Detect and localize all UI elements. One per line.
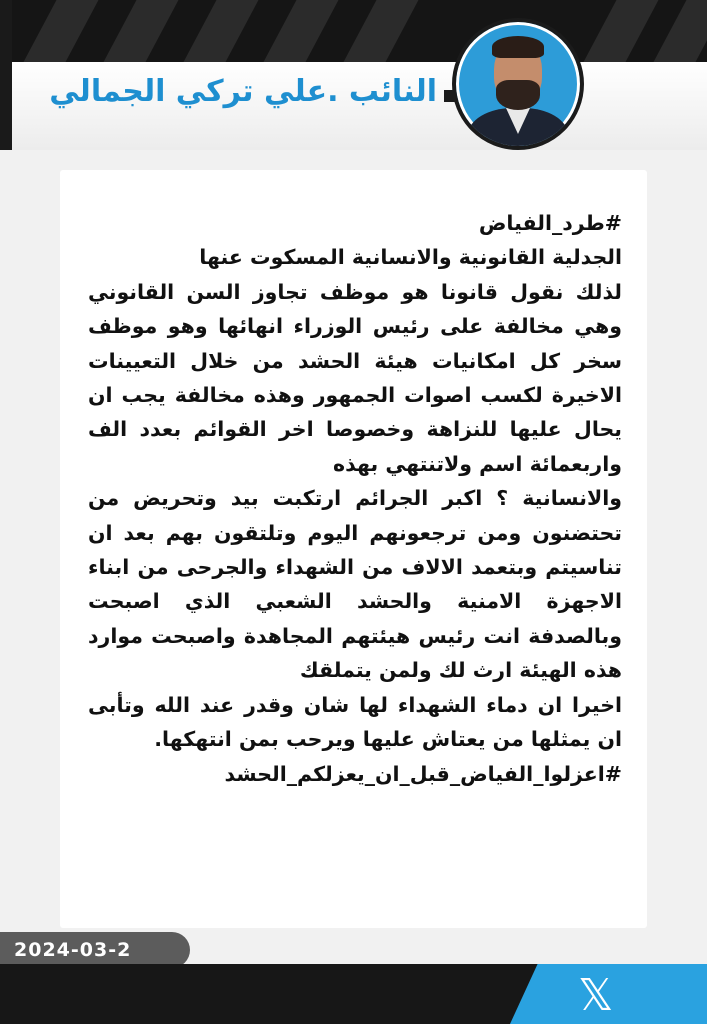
- avatar: [452, 18, 584, 150]
- header-banner: [0, 0, 707, 150]
- decor-stripe: [184, 0, 259, 62]
- post-text: [88, 206, 622, 791]
- name-bullet-icon: [444, 90, 456, 102]
- avatar-beard: [496, 80, 540, 110]
- decor-stripe: [654, 0, 707, 62]
- header-dark-band: [0, 0, 707, 62]
- decor-stripe: [344, 0, 419, 62]
- post-body: الجدلية القانونية والانسانية المسكوت عنها لذلك نقول قانونا هو موظف تجاوز السن القانوني وهي مخالفة على رئيس الوزراء انهائها وهو موظف سخر كل امكانيات هيئة الحشد من خلال التعيينات الاخيرة لكسب اصوات الجمهور وهذه مخالفة يجب ان يحال عليها للنزاهة وخصوصا اخر القوائم بعدد الف واربعمائة اسم ولاتنتهي بهذه والانسانية ؟ اكبر الجرائم ارتكبت بيد وتحريض من تحتضنون ومن ترجعونهم اليوم وتلتقون بهم بعد ان تناسيتم وبتعمد الالاف من الشهداء والجرحى من ابناء الاجهزة الامنية والحشد الشعبي الذي اصبحت وبالصدفة انت رئيس هيئتهم المجاهدة واصبحت موارد هذه الهيئة ارث لك ولمن يتملقك اخيرا ان دماء الشهداء لها شان وقدر عند الله وتأبى ان يمثلها من يعتاش عليها ويرحب بمن انتهكها.: [88, 245, 622, 752]
- post-date: 2024-03-2: [14, 939, 132, 961]
- x-logo-icon[interactable]: 𝕏: [578, 970, 614, 1021]
- decor-stripe: [104, 0, 179, 62]
- hashtag-close[interactable]: #اعزلوا_الفياض_قبل_ان_يعزلكم_الحشد: [224, 761, 622, 786]
- decor-stripe: [584, 0, 659, 62]
- decor-stripe: [24, 0, 99, 62]
- decor-stripe: [264, 0, 339, 62]
- header-accent: [0, 0, 12, 150]
- avatar-hair: [492, 36, 544, 58]
- hashtag-open[interactable]: #طرد_الفياض: [478, 211, 622, 235]
- author-name: النائب .علي تركي الجمالي: [49, 74, 437, 109]
